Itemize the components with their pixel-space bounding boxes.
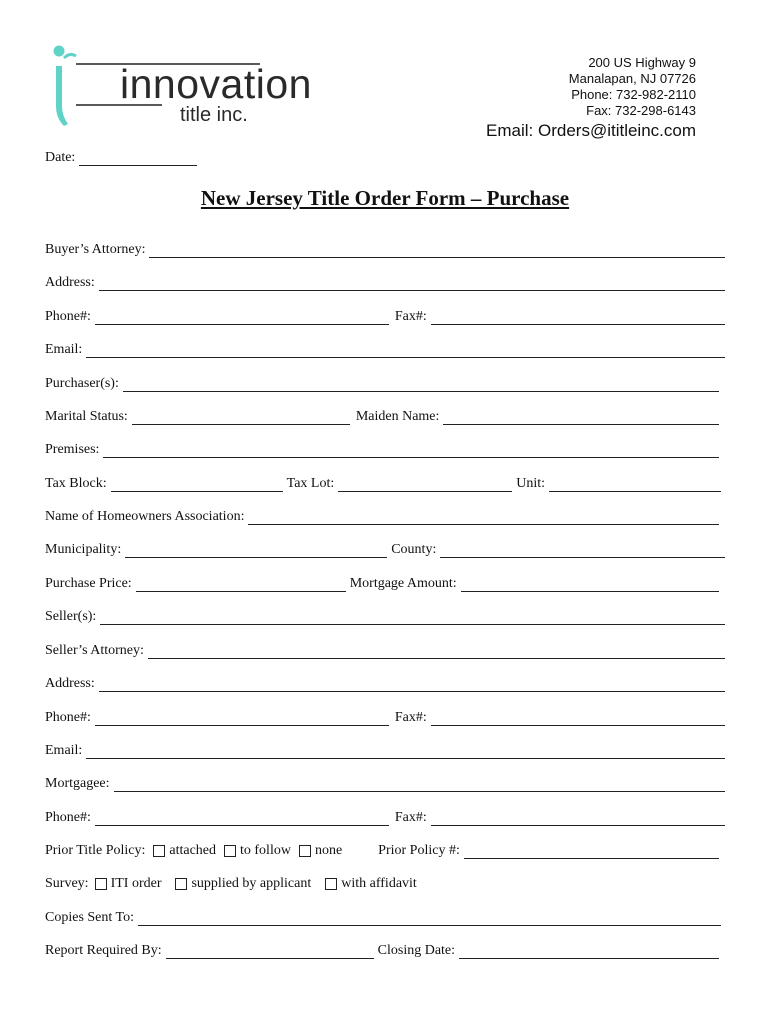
sellers-field[interactable] — [100, 610, 725, 625]
seller-phone-fax-row — [45, 706, 725, 726]
buyers-attorney-field[interactable] — [149, 243, 725, 258]
municipality-label: Municipality: — [45, 542, 122, 557]
company-logo — [46, 44, 312, 134]
report-required-label: Report Required By: — [45, 943, 162, 958]
affidavit-label: with affidavit — [341, 876, 417, 891]
marital-status-field[interactable] — [132, 410, 350, 425]
option-supplied-by-applicant[interactable] — [175, 876, 311, 892]
county-field[interactable] — [440, 543, 725, 558]
hoa-label: Name of Homeowners Association: — [45, 509, 245, 524]
iti-order-label: ITI order — [110, 876, 162, 891]
tax-lot-label: Tax Lot: — [286, 476, 335, 491]
date-field[interactable] — [79, 151, 197, 166]
supplied-label: supplied by applicant — [191, 876, 312, 891]
seller-email-label: Email: — [45, 743, 83, 758]
closing-date-label: Closing Date: — [377, 943, 456, 958]
seller-address-field[interactable] — [99, 677, 725, 692]
maiden-name-field[interactable] — [443, 410, 719, 425]
mortgagee-label: Mortgagee: — [45, 776, 110, 791]
date-label: Date: — [45, 150, 76, 165]
mortgage-amount-label: Mortgage Amount: — [349, 576, 457, 591]
fax-line: Fax: 732-298-6143 — [586, 103, 696, 118]
sellers-row — [45, 605, 725, 625]
municipality-field[interactable] — [125, 543, 387, 558]
email-line: Email: Orders@ititleinc.com — [486, 121, 696, 140]
mortgagee-fax-label: Fax#: — [394, 810, 427, 825]
prior-title-policy-label: Prior Title Policy: — [45, 843, 146, 858]
premises-field[interactable] — [103, 443, 719, 458]
marital-row — [45, 405, 725, 425]
date-row — [45, 150, 197, 166]
tax-row — [45, 472, 725, 492]
option-with-affidavit[interactable] — [325, 876, 417, 892]
supplied-checkbox[interactable] — [175, 878, 187, 890]
copies-sent-label: Copies Sent To: — [45, 910, 134, 925]
attached-label: attached — [169, 843, 216, 858]
survey-label: Survey: — [45, 876, 89, 891]
sellers-attorney-label: Seller’s Attorney: — [45, 643, 144, 658]
fax-field[interactable] — [431, 310, 725, 325]
mortgagee-row — [45, 772, 725, 792]
fax-label: Fax#: — [394, 309, 427, 324]
to-follow-label: to follow — [240, 843, 291, 858]
seller-email-field[interactable] — [86, 744, 725, 759]
hoa-field[interactable] — [248, 510, 719, 525]
page-title: New Jersey Title Order Form – Purchase — [200, 186, 570, 210]
unit-field[interactable] — [549, 477, 721, 492]
purchase-price-label: Purchase Price: — [45, 576, 132, 591]
prior-policy-number-label: Prior Policy #: — [378, 843, 460, 858]
address-row — [45, 271, 725, 291]
logo-subtitle: title inc. — [180, 104, 248, 126]
unit-label: Unit: — [516, 476, 546, 491]
mortgagee-phone-field[interactable] — [95, 811, 389, 826]
mortgagee-phone-fax-row — [45, 806, 725, 826]
prior-policy-number-field[interactable] — [464, 844, 719, 859]
report-required-field[interactable] — [166, 944, 374, 959]
mortgage-amount-field[interactable] — [461, 577, 719, 592]
affidavit-checkbox[interactable] — [325, 878, 337, 890]
sellers-attorney-row — [45, 639, 725, 659]
phone-field[interactable] — [95, 310, 389, 325]
none-label: none — [314, 843, 343, 858]
seller-address-label: Address: — [45, 676, 95, 691]
option-iti-order[interactable] — [95, 876, 162, 892]
phone-fax-row — [45, 305, 725, 325]
address-label: Address: — [45, 275, 95, 290]
mortgagee-fax-field[interactable] — [431, 811, 725, 826]
premises-label: Premises: — [45, 442, 100, 457]
seller-fax-label: Fax#: — [394, 710, 427, 725]
maiden-name-label: Maiden Name: — [355, 409, 440, 424]
premises-row — [45, 438, 725, 458]
mortgagee-field[interactable] — [114, 777, 725, 792]
purchasers-field[interactable] — [123, 377, 719, 392]
seller-phone-field[interactable] — [95, 711, 389, 726]
copies-sent-row — [45, 906, 725, 926]
closing-date-field[interactable] — [459, 944, 719, 959]
attached-checkbox[interactable] — [153, 845, 165, 857]
prior-title-policy-row — [45, 839, 725, 859]
purchasers-row — [45, 372, 725, 392]
tax-block-field[interactable] — [111, 477, 283, 492]
iti-order-checkbox[interactable] — [95, 878, 107, 890]
email-label: Email: — [45, 342, 83, 357]
seller-fax-field[interactable] — [431, 711, 725, 726]
purchasers-label: Purchaser(s): — [45, 376, 119, 391]
buyers-attorney-row — [45, 238, 725, 258]
buyers-attorney-label: Buyer’s Attorney: — [45, 242, 146, 257]
marital-status-label: Marital Status: — [45, 409, 128, 424]
survey-row — [45, 872, 725, 892]
option-to-follow[interactable] — [224, 843, 291, 859]
price-row — [45, 572, 725, 592]
seller-email-row — [45, 739, 725, 759]
report-closing-row — [45, 939, 725, 959]
none-checkbox[interactable] — [299, 845, 311, 857]
hoa-row — [45, 505, 725, 525]
county-label: County: — [391, 542, 437, 557]
sellers-attorney-field[interactable] — [148, 644, 725, 659]
tax-block-label: Tax Block: — [45, 476, 107, 491]
copies-sent-field[interactable] — [138, 911, 721, 926]
to-follow-checkbox[interactable] — [224, 845, 236, 857]
logo-wordmark: innovation — [120, 61, 312, 107]
address-field[interactable] — [99, 276, 725, 291]
sellers-label: Seller(s): — [45, 609, 97, 624]
seller-phone-label: Phone#: — [45, 710, 91, 725]
address-line-2: Manalapan, NJ 07726 — [568, 71, 696, 86]
option-none[interactable] — [299, 843, 342, 859]
option-attached[interactable] — [153, 843, 216, 859]
phone-label: Phone#: — [45, 309, 91, 324]
municipality-row — [45, 538, 725, 558]
contact-block — [569, 55, 696, 119]
phone-line: Phone: 732-982-2110 — [571, 87, 696, 102]
address-line-1: 200 US Highway 9 — [588, 55, 696, 70]
seller-address-row — [45, 672, 725, 692]
purchase-price-field[interactable] — [136, 577, 346, 592]
tax-lot-field[interactable] — [338, 477, 512, 492]
email-field[interactable] — [86, 343, 725, 358]
mortgagee-phone-label: Phone#: — [45, 810, 91, 825]
email-row — [45, 338, 725, 358]
